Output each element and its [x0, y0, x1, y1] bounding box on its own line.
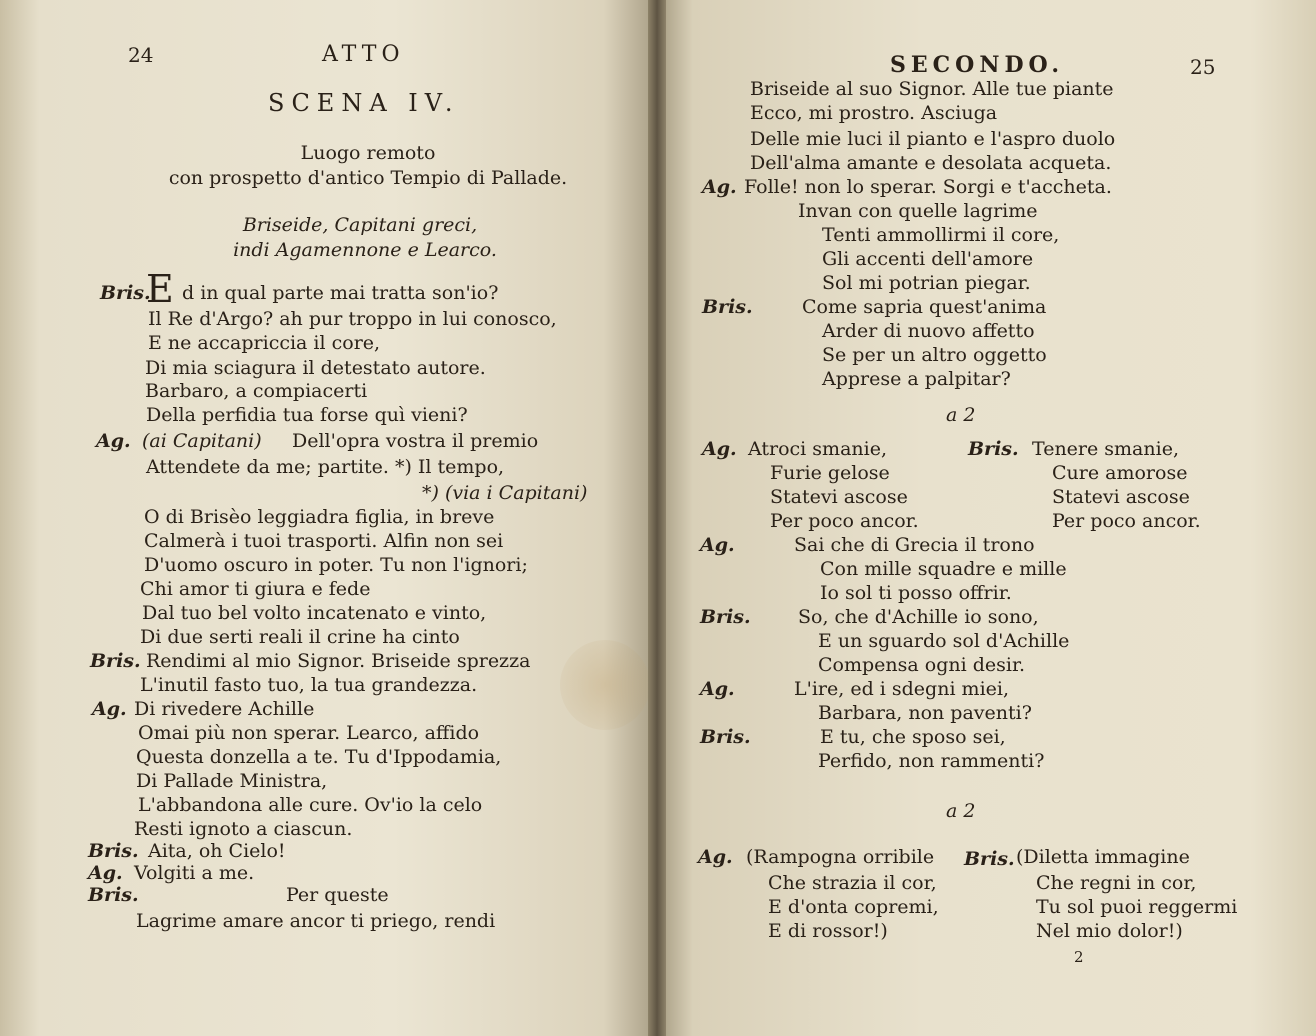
scene-setting: con prospetto d'antico Tempio di Pallade.	[168, 167, 568, 189]
verse-line: Con mille squadre e mille	[820, 558, 1067, 580]
duet-line-ag: (Rampogna orribile	[746, 846, 935, 868]
verse-line: Per queste	[286, 884, 389, 906]
speaker-label: Ag.	[88, 862, 123, 884]
verse-line: Omai più non sperar. Learco, affido	[138, 722, 480, 744]
duet-line-ag: Per poco ancor.	[770, 510, 919, 532]
verse-line: Tenti ammollirmi il core,	[822, 224, 1060, 246]
book-gutter	[648, 0, 666, 1036]
duet-line-ag: Statevi ascose	[770, 486, 908, 508]
verse-line: Delle mie luci il pianto e l'aspro duolo	[750, 128, 1116, 150]
speaker-label: Bris.	[700, 606, 751, 628]
running-head: SECONDO.	[890, 52, 1065, 78]
verse-line: Compensa ogni desir.	[818, 654, 1025, 676]
duet-line-ag: E di rossor!)	[768, 920, 888, 942]
speaker-label: Bris.	[968, 438, 1019, 460]
duet-label: a 2	[946, 800, 976, 822]
verse-line: Volgiti a me.	[134, 862, 255, 884]
verse-line: Folle! non lo sperar. Sorgi e t'accheta.	[744, 176, 1112, 198]
verse-line: E tu, che sposo sei,	[820, 726, 1006, 748]
signature-mark: 2	[1074, 948, 1084, 966]
verse-line: d in qual parte mai tratta son'io?	[182, 282, 499, 304]
verse-line: Io sol ti posso offrir.	[820, 582, 1012, 604]
duet-line-bris: Cure amorose	[1052, 462, 1188, 484]
drop-cap: E	[146, 267, 174, 311]
verse-line: Come sapria quest'anima	[802, 296, 1047, 318]
scene-title: SCENA IV.	[268, 89, 460, 117]
verse-line: Lagrime amare ancor ti priego, rendi	[136, 910, 496, 932]
page-number: 24	[128, 43, 154, 67]
speaker-label: Bris.	[700, 726, 751, 748]
verse-line: Della perfidia tua forse quì vieni?	[146, 404, 468, 426]
duet-line-bris: (Diletta immagine	[1016, 846, 1190, 868]
duet-line-bris: Tu sol puoi reggermi	[1036, 896, 1238, 918]
verse-line: Briseide al suo Signor. Alle tue piante	[750, 78, 1114, 100]
verse-line: Attendete da me; partite. *) Il tempo,	[146, 456, 505, 478]
stage-direction: *) (via i Capitani)	[422, 482, 588, 504]
verse-line: Barbaro, a compiacerti	[145, 380, 368, 402]
verse-line: Dal tuo bel volto incatenato e vinto,	[142, 602, 487, 624]
verse-line: Aita, oh Cielo!	[148, 840, 286, 862]
duet-line-bris: Tenere smanie,	[1032, 438, 1179, 460]
speaker-label: Bris.	[702, 296, 753, 318]
verse-line: So, che d'Achille io sono,	[798, 606, 1039, 628]
speaker-label: Ag.	[702, 438, 737, 460]
speaker-label: Bris.	[88, 884, 139, 906]
verse-line: L'ire, ed i sdegni miei,	[794, 678, 1010, 700]
verse-line: Di due serti reali il crine ha cinto	[140, 626, 460, 648]
duet-line-ag: Atroci smanie,	[748, 438, 887, 460]
verse-line: Chi amor ti giura e fede	[140, 578, 371, 600]
verse-line: E ne accapriccia il core,	[148, 332, 381, 354]
right-page	[660, 0, 1316, 1036]
verse-line: Dell'alma amante e desolata acqueta.	[750, 152, 1112, 174]
character-list: indi Agamennone e Learco.	[233, 239, 497, 261]
verse-line: Barbara, non paventi?	[818, 702, 1032, 724]
aside-direction: (ai Capitani)	[142, 430, 262, 452]
verse-line: Arder di nuovo affetto	[822, 320, 1035, 342]
left-page	[0, 0, 656, 1036]
speaker-label: Bris.	[90, 650, 141, 672]
verse-line: Se per un altro oggetto	[822, 344, 1047, 366]
speaker-label: Bris.	[88, 840, 139, 862]
paper-stain	[560, 640, 650, 730]
duet-line-bris: Che regni in cor,	[1036, 872, 1197, 894]
duet-line-bris: Nel mio dolor!)	[1036, 920, 1183, 942]
verse-line: Sol mi potrian piegar.	[822, 272, 1031, 294]
verse-line: Questa donzella a te. Tu d'Ippodamia,	[136, 746, 502, 768]
speaker-label: Ag.	[92, 698, 127, 720]
verse-line: L'inutil fasto tuo, la tua grandezza.	[140, 674, 478, 696]
speaker-label: Bris.	[100, 282, 151, 304]
speaker-label: Ag.	[702, 176, 737, 198]
speaker-label: Ag.	[700, 534, 735, 556]
speaker-label: Ag.	[96, 430, 131, 452]
verse-line: Perfido, non rammenti?	[818, 750, 1045, 772]
speaker-label: Ag.	[698, 846, 733, 868]
page-number: 25	[1190, 55, 1216, 79]
verse-line: Sai che di Grecia il trono	[794, 534, 1035, 556]
speaker-label: Ag.	[700, 678, 735, 700]
verse-line: Di rivedere Achille	[134, 698, 315, 720]
duet-line-bris: Per poco ancor.	[1052, 510, 1201, 532]
verse-line: Di mia sciagura il detestato autore.	[145, 357, 486, 379]
speaker-label: Bris.	[964, 848, 1015, 870]
verse-line: Calmerà i tuoi trasporti. Alfin non sei	[144, 530, 504, 552]
duet-line-ag: E d'onta copremi,	[768, 896, 939, 918]
verse-line: Di Pallade Ministra,	[136, 770, 328, 792]
character-list: Briseide, Capitani greci,	[242, 214, 478, 236]
duet-line-bris: Statevi ascose	[1052, 486, 1190, 508]
verse-line: D'uomo oscuro in poter. Tu non l'ignori;	[144, 554, 528, 576]
duet-line-ag: Furie gelose	[770, 462, 890, 484]
verse-line: Gli accenti dell'amore	[822, 248, 1034, 270]
scene-setting: Luogo remoto	[300, 142, 436, 164]
verse-line: Apprese a palpitar?	[822, 368, 1011, 390]
duet-line-ag: Che strazia il cor,	[768, 872, 937, 894]
verse-line: Il Re d'Argo? ah pur troppo in lui conosco,	[148, 308, 557, 330]
verse-line: L'abbandona alle cure. Ov'io la celo	[138, 794, 483, 816]
verse-line: Resti ignoto a ciascun.	[134, 818, 353, 840]
running-head: ATTO	[322, 42, 405, 67]
verse-line: Rendimi al mio Signor. Briseide sprezza	[146, 650, 531, 672]
verse-line: O di Brisèo leggiadra figlia, in breve	[144, 506, 495, 528]
verse-line: Ecco, mi prostro. Asciuga	[750, 102, 998, 124]
verse-line: Invan con quelle lagrime	[798, 200, 1038, 222]
duet-label: a 2	[946, 404, 976, 426]
verse-line: Dell'opra vostra il premio	[292, 430, 539, 452]
verse-line: E un sguardo sol d'Achille	[818, 630, 1070, 652]
